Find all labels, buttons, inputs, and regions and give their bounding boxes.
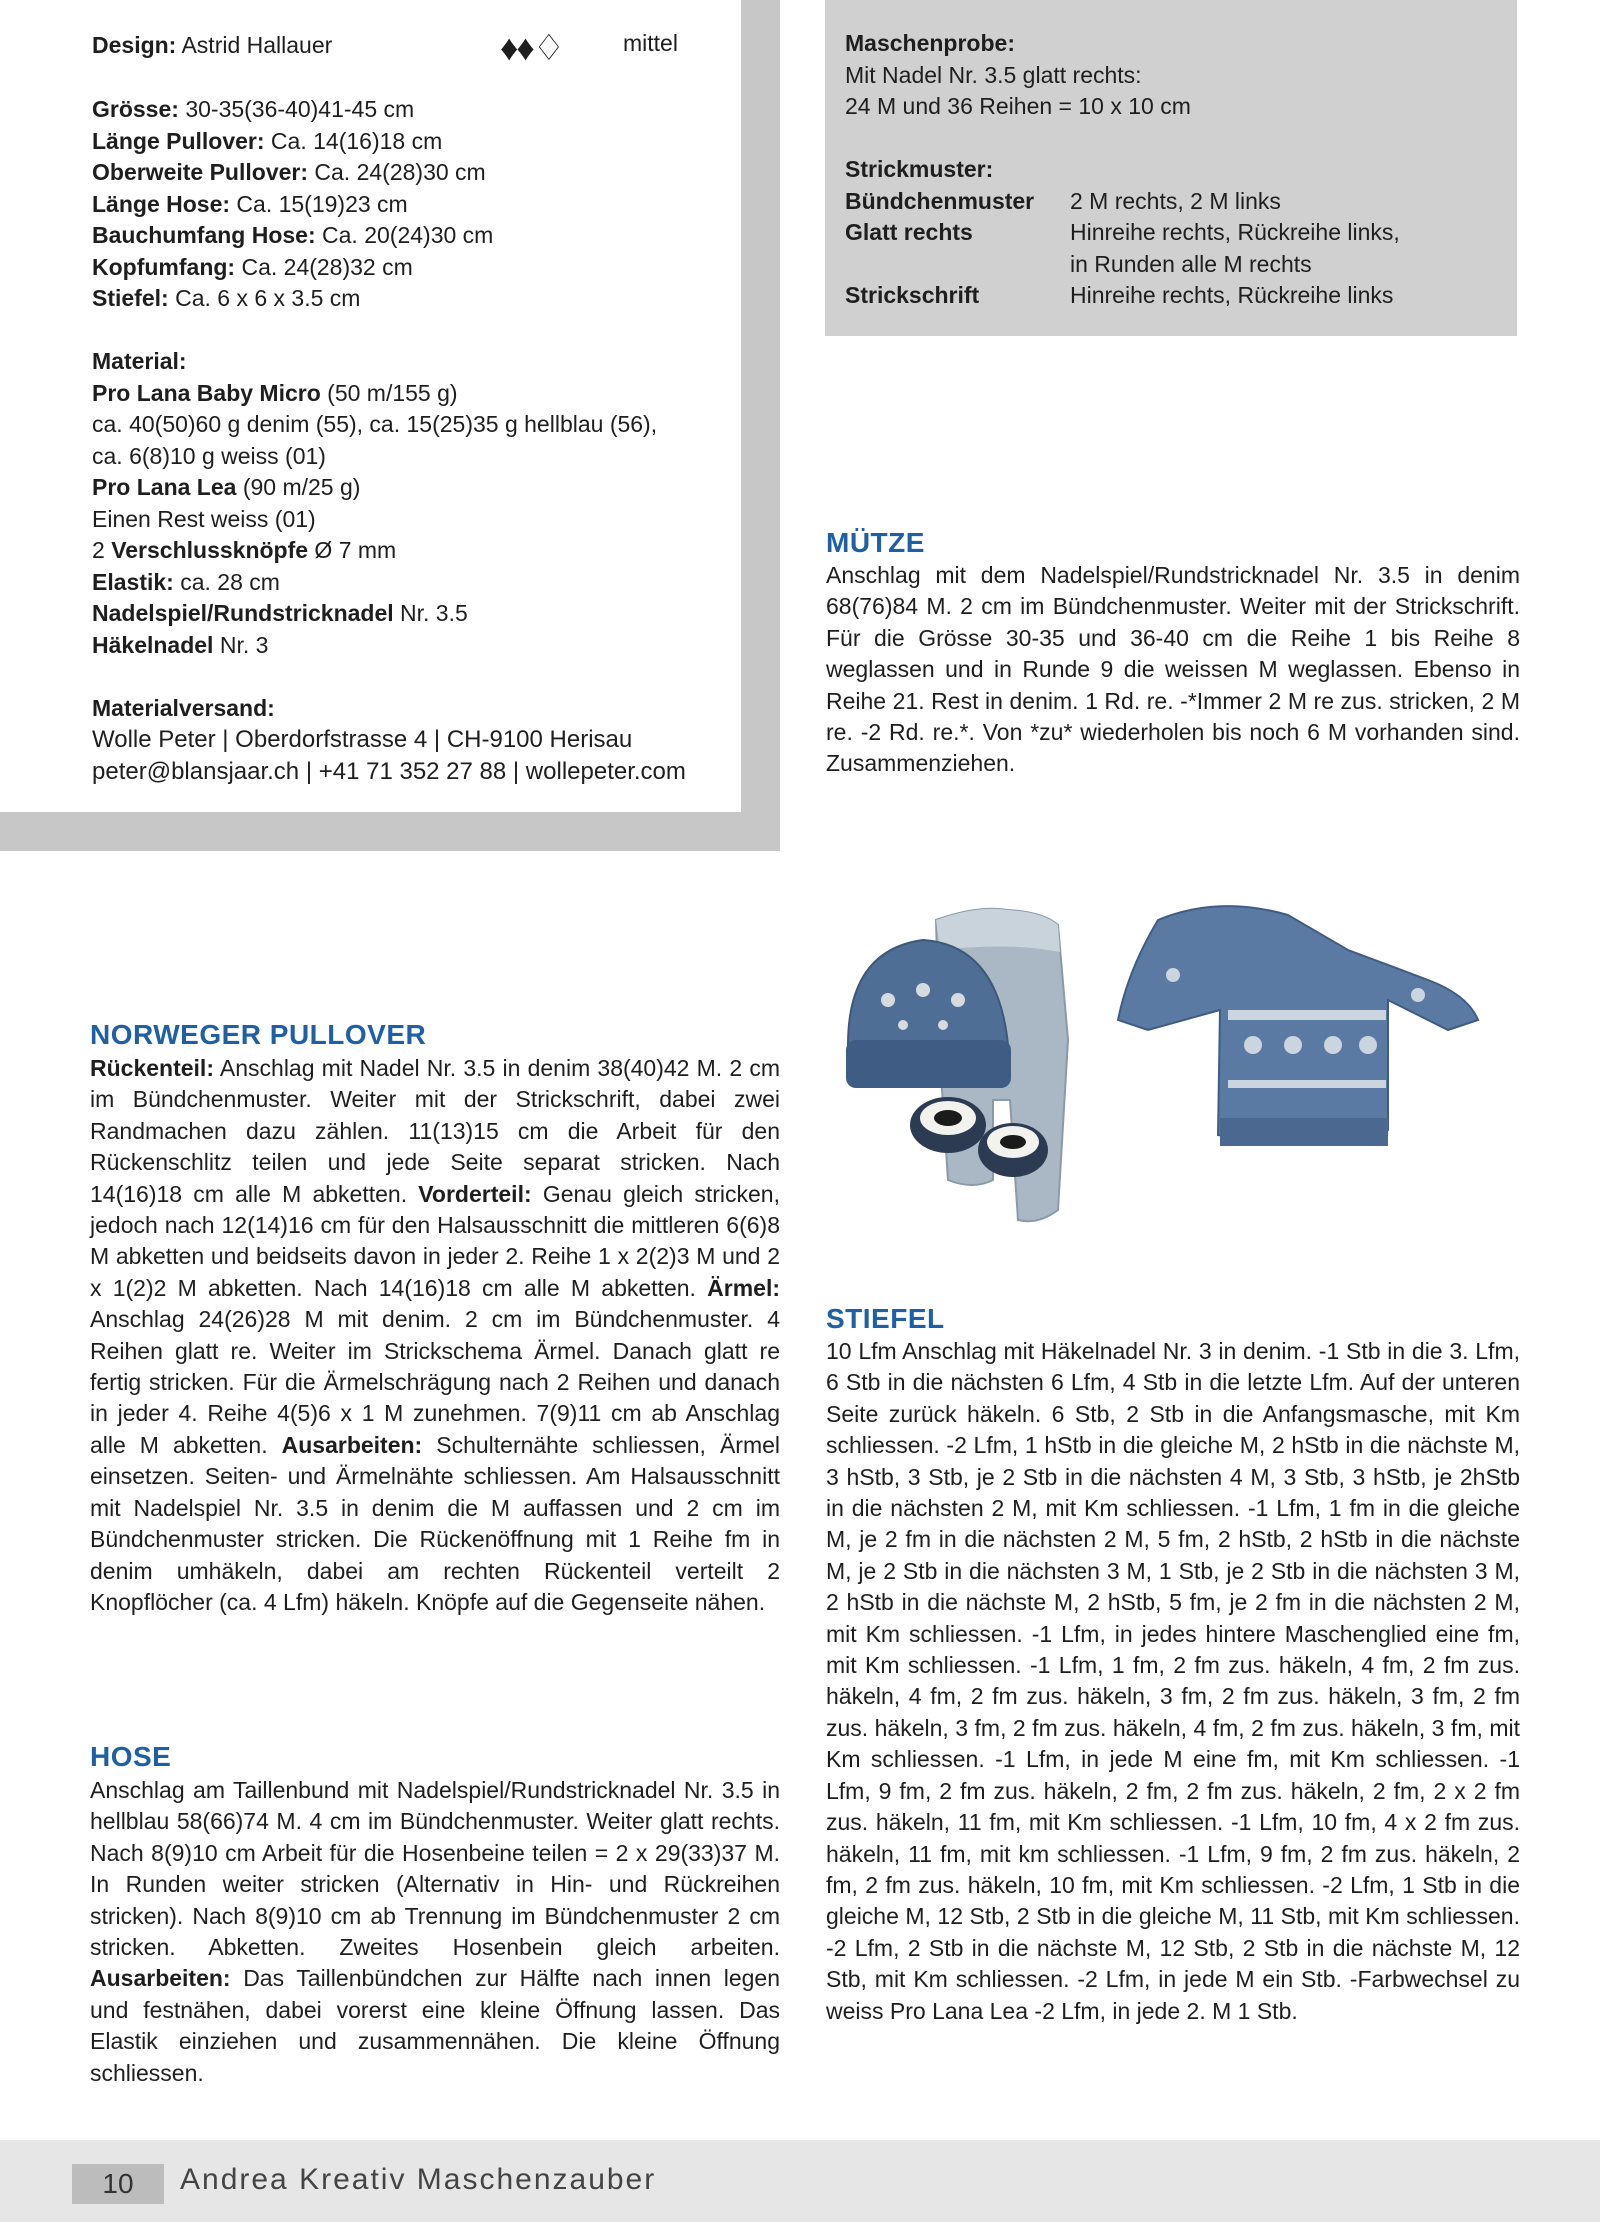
pattern-row: in Runden alle M rechts [1070,250,1312,277]
pattern-row: Bündchenmuster 2 M rechts, 2 M links [845,187,1281,214]
gauge-section: Maschenprobe: Mit Nadel Nr. 3.5 glatt rechts: 24 M und 36 Reihen = 10 x 10 cm [845,30,1191,119]
stiefel-heading: STIEFEL [826,1303,945,1334]
hose-text: Anschlag am Taillenbund mit Nadelspiel/Rundstricknadel Nr. 3.5 in hellblau 58(66)74 M. 4 cm im Bündchenmuster. Weiter glatt rechts. Nach 8(9)10 cm Arbeit für die Hosenbeine teilen = 2 x 29(33)37 M. In Runden weiter stricken (Alternativ in Hin- und Rückreihen stricken). Nach 8(9)10 cm ab Trennung im Bündchenmuster 2 cm stricken. Abketten. Zweites Hosenbein gleich arbeiten. Ausarbeiten: Das Taillenbündchen zur Hälfte nach innen legen und festnähen, dabei vorerst eine kleine Öffnung lassen. Das Elastik einziehen und zusammennähen. Die kleine Öffnung schliessen. [90,1777,780,2086]
pattern-row: Strickschrift Hinreihe rechts, Rückreihe links [845,282,1394,308]
magazine-title: Andrea Kreativ Maschenzauber [180,2163,657,2196]
knitwear-photo [828,880,1522,1260]
difficulty-icon: ♦♦♢ [500,27,564,68]
size-specs [92,94,493,315]
material-section: Material: Pro Lana Baby Micro (50 m/155 g) ca. 40(50)60 g denim (55), ca. 15(25)35 g hellblau (56), ca. 6(8)10 g weiss (01) Pro Lana Lea (90 m/25 g) Einen Rest weiss (01) 2 Verschlussknöpfe Ø 7 mm Elastik: ca. 28 cm Nadelspiel/Rundstricknadel Nr. 3.5 Häkelnadel Nr. 3 [92,348,658,658]
stitch-patterns: Strickmuster: Bündchenmuster 2 M rechts, 2 M links Glatt rechts Hinreihe rechts, Rückreihe links, in Runden alle M rechts Strickschrift Hinreihe rechts, Rückreihe links [845,154,1400,312]
stiefel-text: 10 Lfm Anschlag mit Häkelnadel Nr. 3 in denim. -1 Stb in die 3. Lfm, 6 Stb in die nächsten 6 Lfm, 4 Stb in die letzte Lfm. Auf der unteren Seite zurück häkeln. 6 Stb, 2 Stb in die Anfangsmasche, mit Km schliessen. -2 Lfm, 1 hStb in die gleiche M, 2 hStb in die nächste M, 3 hStb, 3 Stb, je 2 Stb in die nächsten 4 M, 3 Stb, 3 hStb, je 2hStb in die nächsten 2 M, mit Km schliessen. -1 Lfm, 1 fm in die gleiche M, je 2 fm in die nächsten 2 M, 5 fm, 2 hStb, 2 hStb in die nächste M, je 2 Stb in die nächsten 3 M, 1 Stb, je 2 Stb in die nächsten 3 M, 2 hStb in die nächste M, 2 hStb, 5 fm, je 2 fm in die nächsten 2 M, mit Km schliessen. -1 Lfm, in jedes hintere Maschenglied eine fm, mit Km schliessen. -1 Lfm, 1 fm, 2 fm zus. häkeln, 4 fm, 2 fm zus. häkeln, 4 fm, 2 fm zus. häkeln, 3 fm, 2 fm zus. häkeln, 3 fm, 2 fm zus. häkeln, 3 fm, 2 fm zus. häkeln, 4 fm, 2 fm zus. häkeln, 3 fm, mit Km schliessen. -1 Lfm, in jede M eine fm, mit Km schliessen. -1 Lfm, 9 fm, 2 fm zus. häkeln, 2 fm, 2 fm zus. häkeln, 2 fm, 2 x 2 fm zus. häkeln, 11 fm, mit Km schliessen. -1 Lfm, 10 fm, 4 x 2 fm zus. häkeln, 11 fm, mit km schliessen. -1 Lfm, 9 fm, 2 fm zus. häkeln, 2 fm, 2 fm zus. häkeln, 10 fm, mit Km schliessen. -2 Lfm, 1 Stb in die gleiche M, 12 Stb, 2 Stb in die gleiche M, 11 Stb, mit Km schliessen. -2 Lfm, 2 Stb in die nächste M, 12 Stb, 2 Stb in die nächste M, 12 Stb, mit Km schliessen. -2 Lfm, in jede M ein Stb. -Farbwechsel zu weiss Pro Lana Lea -2 Lfm, in jede 2. M 1 Stb. [826,1338,1520,2024]
hose-heading: HOSE [90,1741,172,1772]
page-number: 10 [72,2164,164,2204]
spec-line: Oberweite Pullover: Ca. 24(28)30 cm [92,159,486,185]
spec-line: Bauchumfang Hose: Ca. 20(24)30 cm [92,222,494,248]
spec-line: Stiefel: Ca. 6 x 6 x 3.5 cm [92,285,361,311]
material-title: Material: [92,348,187,374]
spec-line: Länge Hose: Ca. 15(19)23 cm [92,190,408,217]
pattern-row: Glatt rechts Hinreihe rechts, Rückreihe links, [845,219,1400,245]
sweater-shape [1118,906,1478,1146]
supplier-title: Materialversand: [92,695,275,721]
design-line: Design: Astrid Hallauer [92,32,333,58]
muetze-text: Anschlag mit dem Nadelspiel/Rundstricknadel Nr. 3.5 in denim 68(76)84 M. 2 cm im Bündchenmuster. Weiter mit der Strickschrift. Für die Grösse 30-35 und 36-40 cm die Reihe 1 bis Reihe 8 weglassen und in Runde 9 die weissen M weglassen. Ebenso in Reihe 21. Rest in denim. 1 Rd. re. -*Immer 2 M re zus. stricken, 2 M re. -2 Rd. re.*. Von *zu* wiederholen bis noch 6 M vorhanden sind. Zusammenziehen. [826,562,1520,777]
difficulty-label: mittel [623,30,678,56]
pullover-text: Rückenteil: Anschlag mit Nadel Nr. 3.5 in denim 38(40)42 M. 2 cm im Bündchenmuster. Weiter mit der Strickschrift, dabei zwei Randmachen dazu zählen. 11(13)15 cm die Arbeit für den Rückenschlitz teilen und jede Seite separat stricken. Nach 14(16)18 cm alle M abketten. Vorderteil: Genau gleich stricken, jedoch nach 12(14)16 cm für den Halsausschnitt die mittleren 6(6)8 M abketten und beidseits davon in jeder 2. Reihe 1 x 2(2)3 M und 2 x 1(2)2 M abketten. Nach 14(16)18 cm alle M abketten. Ärmel: Anschlag 24(26)28 M mit denim. 2 cm im Bündchenmuster. 4 Reihen glatt re. Weiter im Strickschema Ärmel. Danach glatt re fertig stricken. Für die Ärmelschrägung nach 2 Reihen und danach in jeder 4. Reihe 4(5)6 x 1 M zunehmen. 7(9)11 cm ab Anschlag alle M abketten. Ausarbeiten: Schulternähte schliessen, Ärmel einsetzen. Seiten- und Ärmelnähte schliessen. Am Halsausschnitt mit Nadelspiel Nr. 3.5 in denim die M auffassen und 2 cm im Bündchenmuster stricken. Die Rückenöffnung mit 1 Reihe fm in denim umhäkeln, dabei am rechten Rückenteil verteilt 2 Knopflöcher (ca. 4 Lfm) häkeln. Knöpfe auf die Gegenseite nähen. [90,1055,781,1615]
pullover-heading: NORWEGER PULLOVER [90,1019,427,1050]
muetze-heading: MÜTZE [826,527,925,558]
spec-line: Kopfumfang: Ca. 24(28)32 cm [92,253,413,280]
spec-line: Länge Pullover: Ca. 14(16)18 cm [92,127,443,154]
supplier-section: Materialversand: Wolle Peter | Oberdorfstrasse 4 | CH-9100 Herisau peter@blansjaar.ch | +41 71 352 27 88 | wollepeter.com [92,692,686,788]
spec-line: Grösse: 30-35(36-40)41-45 cm [92,96,415,122]
